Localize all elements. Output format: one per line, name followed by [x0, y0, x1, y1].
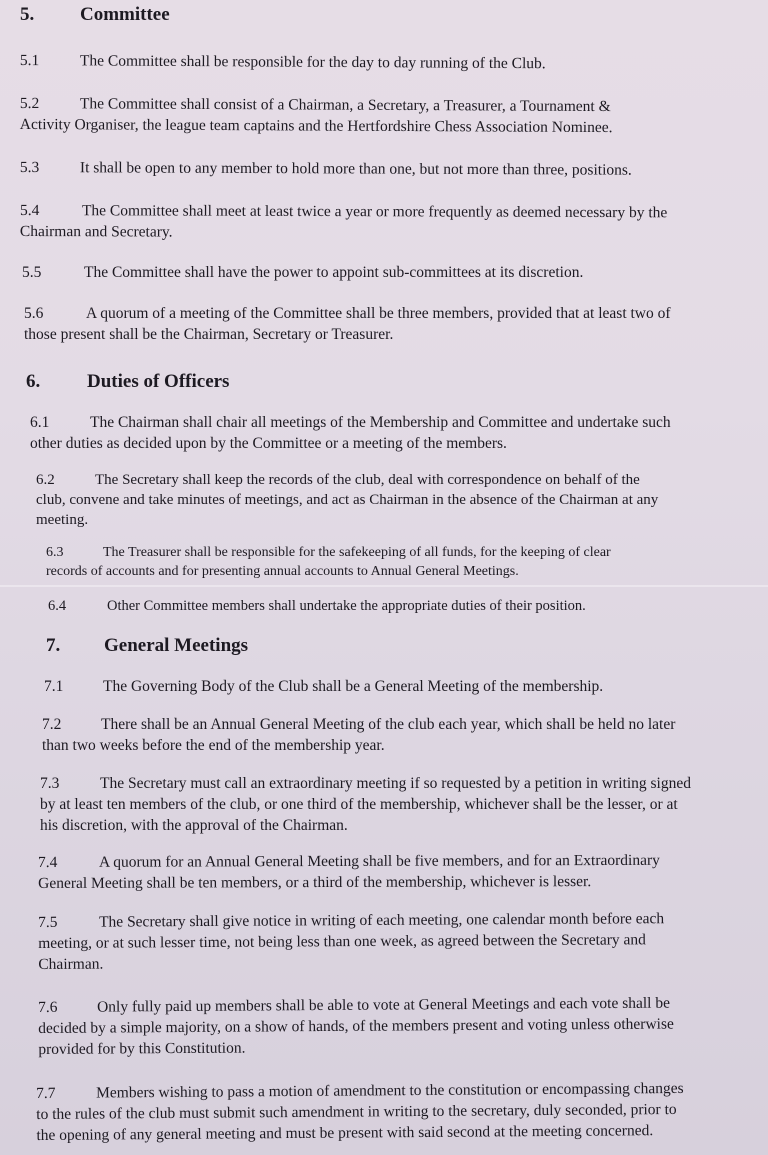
- clause-text: The Secretary must call an extraordinary meeting if so requested by a petition in writing signed: [100, 775, 691, 792]
- section-number: 5.: [20, 4, 35, 25]
- clause-text-continued: by at least ten members of the club, or one third of the membership, whichever shall be the lesser, or at: [40, 796, 678, 813]
- clause-text-continued: the opening of any general meeting and must be present with said second at the meeting concerned.: [36, 1122, 654, 1144]
- clause-text-continued: Chairman and Secretary.: [19, 222, 173, 241]
- clause-5-4: [19, 200, 668, 243]
- clause-text-continued: decided by a simple majority, on a show of hands, of the members present and voting unless otherwise: [38, 1015, 674, 1037]
- clause-text: The Committee shall have the power to appoint sub-committees at its discretion.: [84, 264, 584, 281]
- clause-text-continued: than two weeks before the end of the membership year.: [42, 737, 385, 754]
- clause-number: 5.1: [19, 51, 40, 70]
- section-number: 6.: [26, 371, 41, 392]
- clause-text-continued: General Meeting shall be ten members, or a third of the membership, whichever is lesser.: [38, 873, 592, 892]
- clause-5-2: [20, 93, 613, 138]
- clause-text: A quorum for an Annual General Meeting shall be five members, and for an Extraordinary: [99, 851, 660, 871]
- section-5-heading: [20, 4, 170, 26]
- section-7-heading: [46, 635, 249, 657]
- clause-text-continued: other duties as decided upon by the Committee or a meeting of the members.: [30, 435, 507, 452]
- clause-text-continued: Activity Organiser, the league team captains and the Hertfordshire Chess Association Nominee.: [19, 115, 613, 137]
- clause-number: 7.2: [42, 716, 62, 733]
- clause-text-continued: meeting, or at such lesser time, not being less than one week, as agreed between the Secretary and: [38, 931, 646, 952]
- clause-5-6: [24, 303, 671, 345]
- clause-text-continued: those present shall be the Chairman, Secretary or Treasurer.: [24, 326, 394, 343]
- clause-text-continued: records of accounts and for presenting annual accounts to Annual General Meetings.: [46, 564, 519, 579]
- clause-text-continued: provided for by this Constitution.: [38, 1039, 246, 1058]
- clause-number: 7.3: [40, 775, 60, 792]
- clause-text: Other Committee members shall undertake the appropriate duties of their position.: [107, 598, 586, 614]
- clause-number: 6.3: [46, 545, 64, 560]
- clause-text-continued: his discretion, with the approval of the Chairman.: [40, 817, 348, 834]
- clause-number: 6.4: [48, 598, 67, 614]
- clause-text: The Treasurer shall be responsible for the safekeeping of all funds, for the keeping of clear: [103, 545, 611, 560]
- clause-number: 7.1: [44, 678, 64, 695]
- clause-number: 5.2: [19, 94, 40, 113]
- clause-number: 7.5: [38, 913, 58, 931]
- clause-number: 5.4: [19, 201, 40, 220]
- clause-text: Members wishing to pass a motion of amendment to the constitution or encompassing changes: [96, 1079, 684, 1102]
- clause-7-5: [38, 908, 665, 975]
- clause-text: The Committee shall consist of a Chairman, a Secretary, a Treasurer, a Tournament &: [79, 95, 611, 116]
- clause-6-3: [46, 543, 611, 581]
- section-number: 7.: [46, 635, 61, 656]
- clause-text: The Secretary shall give notice in writing of each meeting, one calendar month before each: [99, 910, 665, 931]
- clause-number: 5.6: [24, 305, 44, 322]
- clause-text: Only fully paid up members shall be able to vote at General Meetings and each vote shall be: [97, 994, 671, 1016]
- clause-number: 5.3: [19, 158, 40, 177]
- section-title: General Meetings: [104, 635, 249, 656]
- clause-text: The Governing Body of the Club shall be a General Meeting of the membership.: [103, 678, 604, 695]
- section-6-heading: [26, 371, 230, 393]
- clause-text: The Committee shall meet at least twice a year or more frequently as deemed necessary by the: [81, 202, 668, 222]
- clause-7-2: [42, 714, 676, 756]
- section-title: Duties of Officers: [87, 371, 230, 392]
- clause-6-1: [30, 412, 671, 454]
- clause-7-4: [38, 850, 660, 894]
- clause-text-continued: club, convene and take minutes of meetings, and act as Chairman in the absence of the Chairman at any: [36, 492, 659, 508]
- clause-number: 7.7: [36, 1084, 56, 1102]
- clause-text: The Chairman shall chair all meetings of the Membership and Committee and undertake such: [90, 414, 671, 431]
- clause-text: There shall be an Annual General Meeting of the club each year, which shall be held no later: [101, 716, 676, 733]
- clause-6-2: [36, 470, 658, 530]
- clause-text: It shall be open to any member to hold more than one, but not more than three, positions.: [79, 159, 632, 179]
- clause-number: 7.4: [38, 853, 58, 871]
- clause-number: 6.2: [36, 472, 55, 488]
- clause-text: The Committee shall be responsible for the day to day running of the Club.: [79, 52, 546, 73]
- clause-7-3: [40, 773, 691, 836]
- clause-number: 7.6: [38, 998, 58, 1016]
- clause-text-continued: meeting.: [36, 512, 89, 528]
- clause-number: 5.5: [22, 264, 42, 281]
- clause-7-7: [36, 1078, 684, 1146]
- clause-number: 6.1: [30, 414, 50, 431]
- clause-text: The Secretary shall keep the records of the club, deal with correspondence on behalf of the: [95, 472, 640, 488]
- clause-text-continued: Chairman.: [38, 955, 104, 973]
- clause-text: A quorum of a meeting of the Committee shall be three members, provided that at least two of: [86, 305, 671, 322]
- paper-fold-line: [0, 585, 768, 587]
- clause-7-6: [38, 993, 674, 1060]
- clause-text-continued: to the rules of the club must submit such amendment in writing to the secretary, duly seconded, prior to: [36, 1100, 677, 1123]
- section-title: Committee: [80, 4, 170, 25]
